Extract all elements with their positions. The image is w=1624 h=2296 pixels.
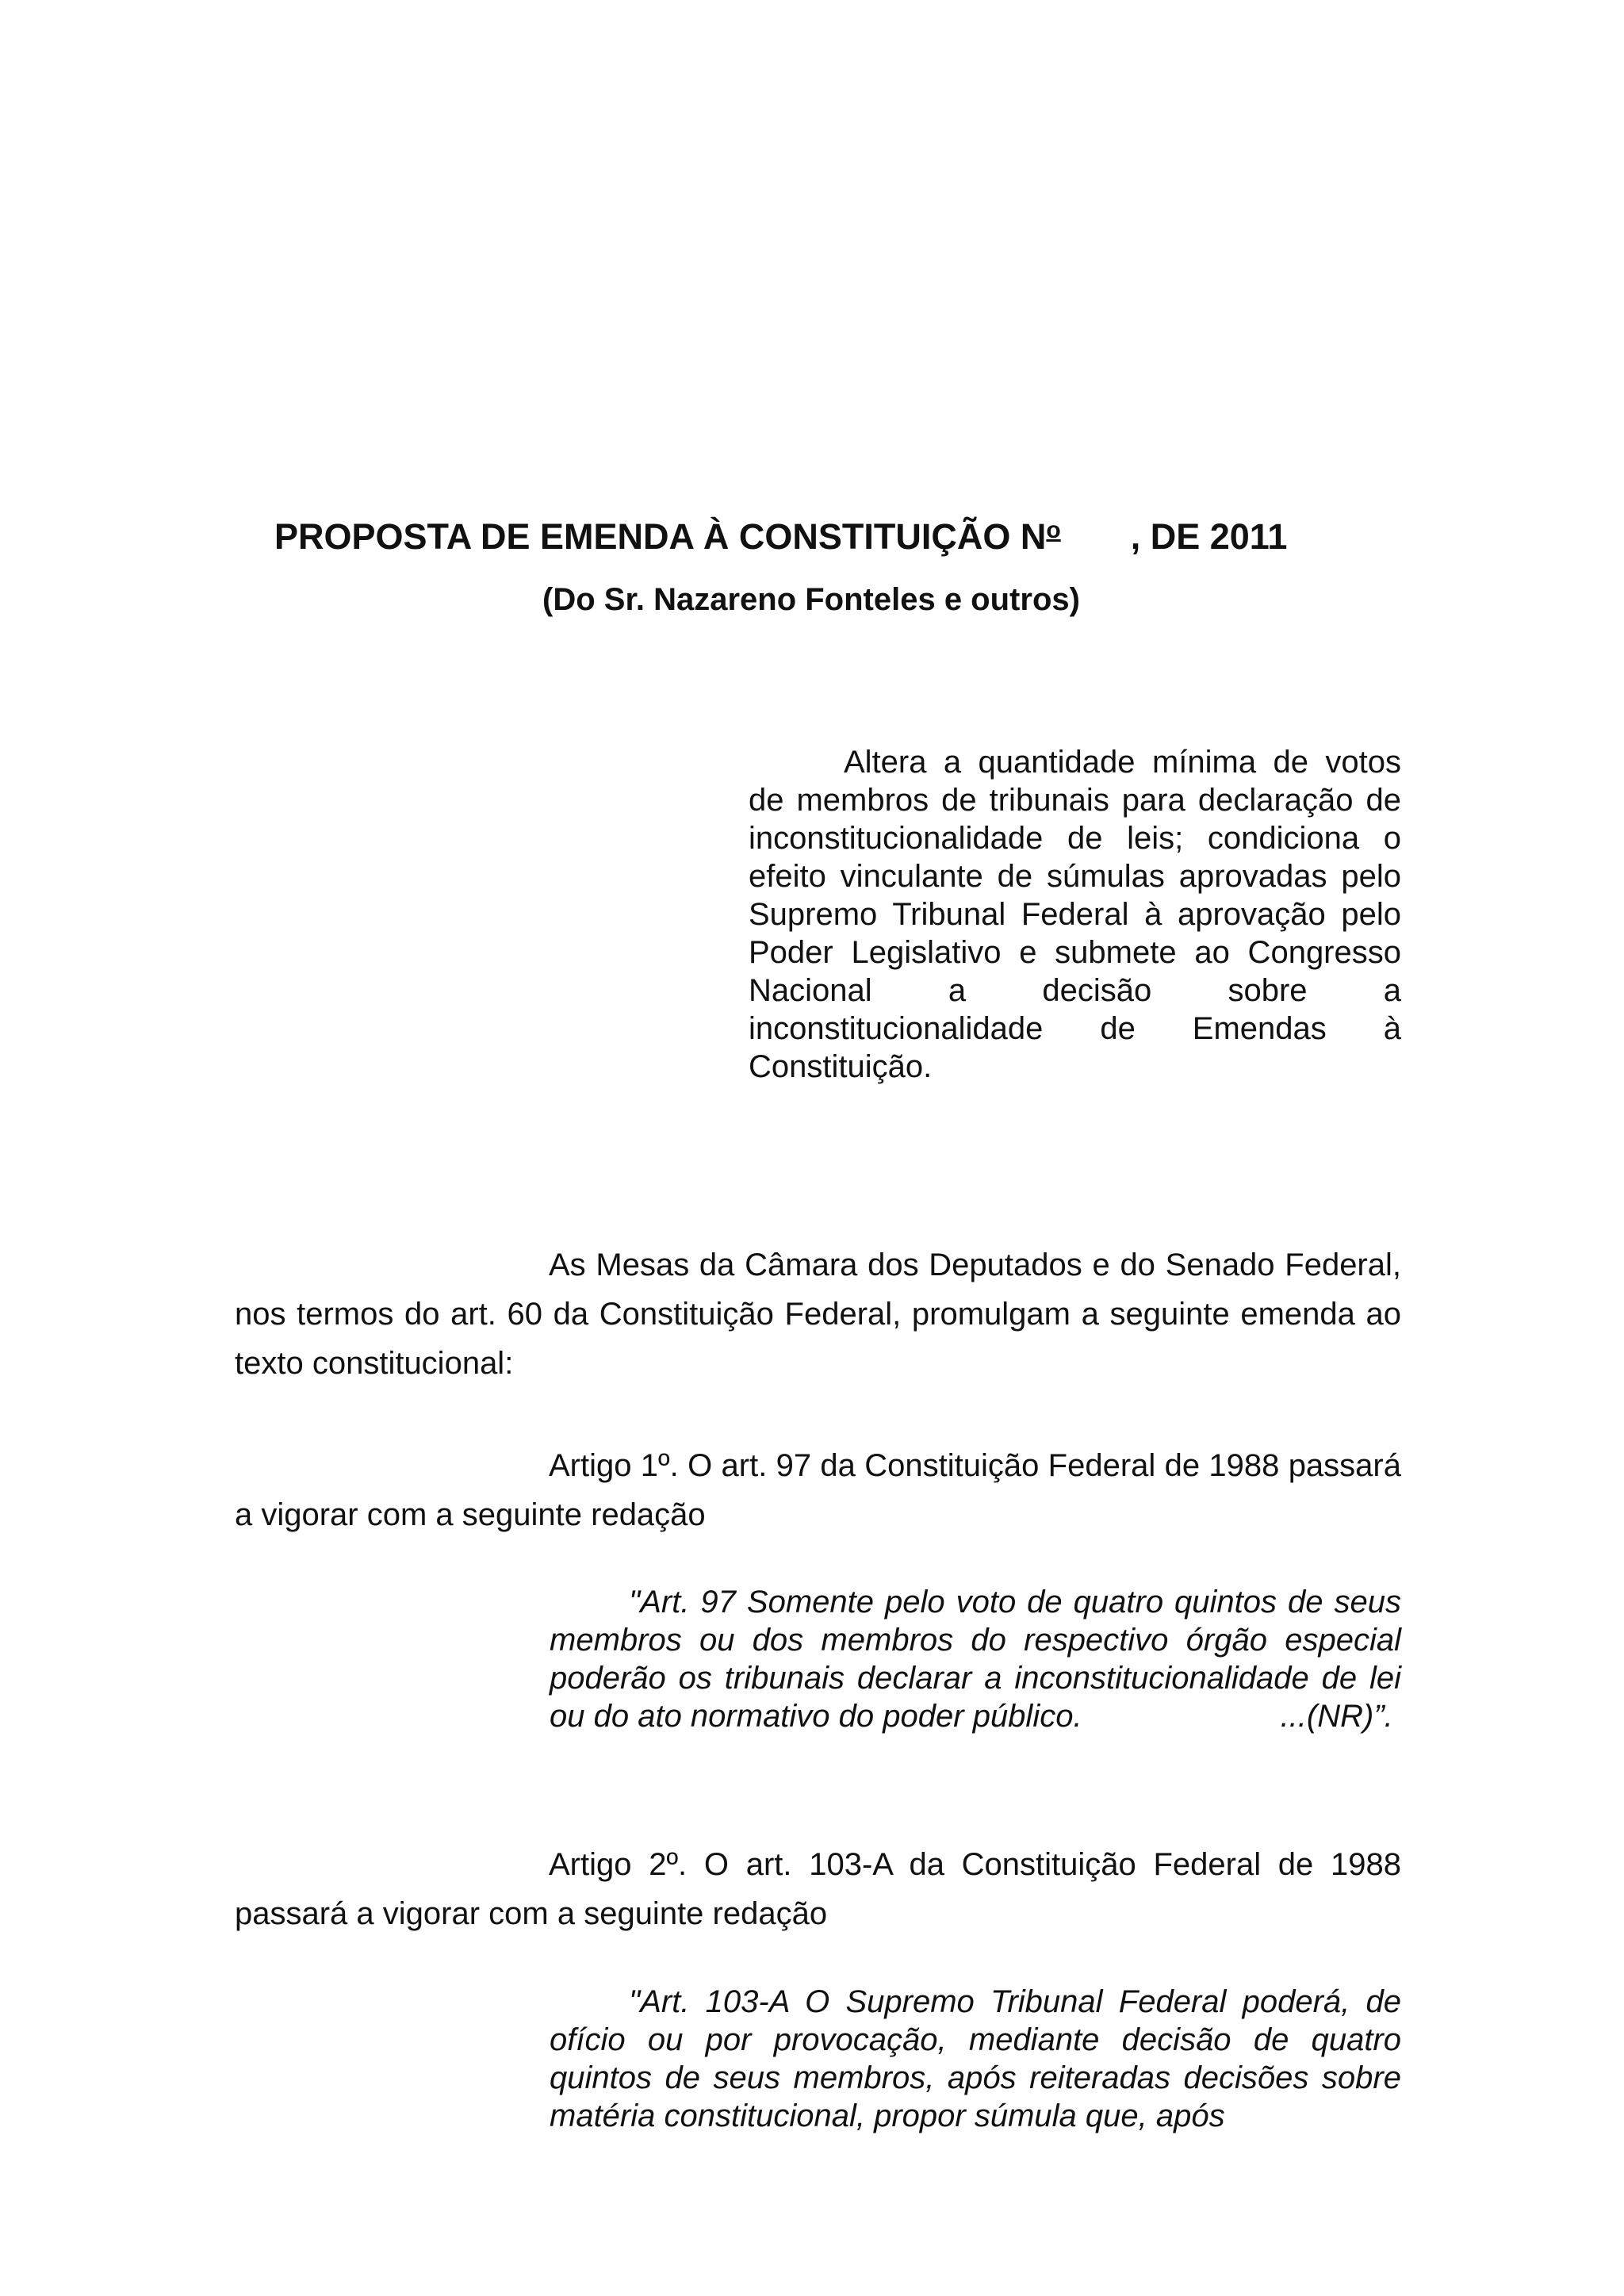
article-1-intro-text: Artigo 1º. O art. 97 da Constituição Federal de 1988 passará a vigorar com a seguinte redação [235, 1448, 1401, 1532]
article-2-intro-text: Artigo 2º. O art. 103-A da Constituição Federal de 1988 passará a vigorar com a seguinte redação [235, 1847, 1401, 1931]
article-1-intro [235, 1441, 1401, 1539]
article-2-quote-text: "Art. 103-A O Supremo Tribunal Federal poderá, de ofício ou por provocação, mediante decisão de quatro quintos de seus membros, após reiteradas decisões sobre matéria constitucional, propor súmula que, após [550, 1984, 1401, 2133]
article-1-quote-text: "Art. 97 Somente pelo voto de quatro quintos de seus membros ou dos membros do respectivo órgão especial poderão os tribunais declarar a inconstitucionalidade de lei ou do ato normativo do poder público. [550, 1585, 1401, 1734]
title-prefix: PROPOSTA DE EMENDA À CONSTITUIÇÃO N [274, 516, 1047, 557]
preamble-text: As Mesas da Câmara dos Deputados e do Senado Federal, nos termos do art. 60 da Constituição Federal, promulgam a seguinte emenda ao texto constitucional: [235, 1248, 1401, 1381]
article-2-intro [235, 1840, 1401, 1938]
document-title [274, 516, 1369, 558]
article-2-quote [550, 1983, 1401, 2135]
article-1-quote [550, 1583, 1401, 1735]
title-suffix: , DE 2011 [1130, 516, 1288, 557]
preamble-paragraph [235, 1240, 1401, 1388]
author-line [0, 581, 1624, 619]
ementa [749, 743, 1401, 1086]
author-line-text: (Do Sr. Nazareno Fonteles e outros) [542, 582, 1080, 617]
title-ordinal: o [1046, 517, 1061, 543]
ementa-text: Altera a quantidade mínima de votos de membros de tribunais para declaração de inconstitucionalidade de leis; condiciona o efeito vinculante de súmulas aprovadas pelo Supremo Tribunal Federal à aprovação pelo Poder Legislativo e submete ao Congresso Nacional a decisão sobre a inconstitucionalidade de Emendas à Constituição. [749, 745, 1401, 1084]
article-1-quote-end: ...(NR)”. [1280, 1699, 1393, 1734]
